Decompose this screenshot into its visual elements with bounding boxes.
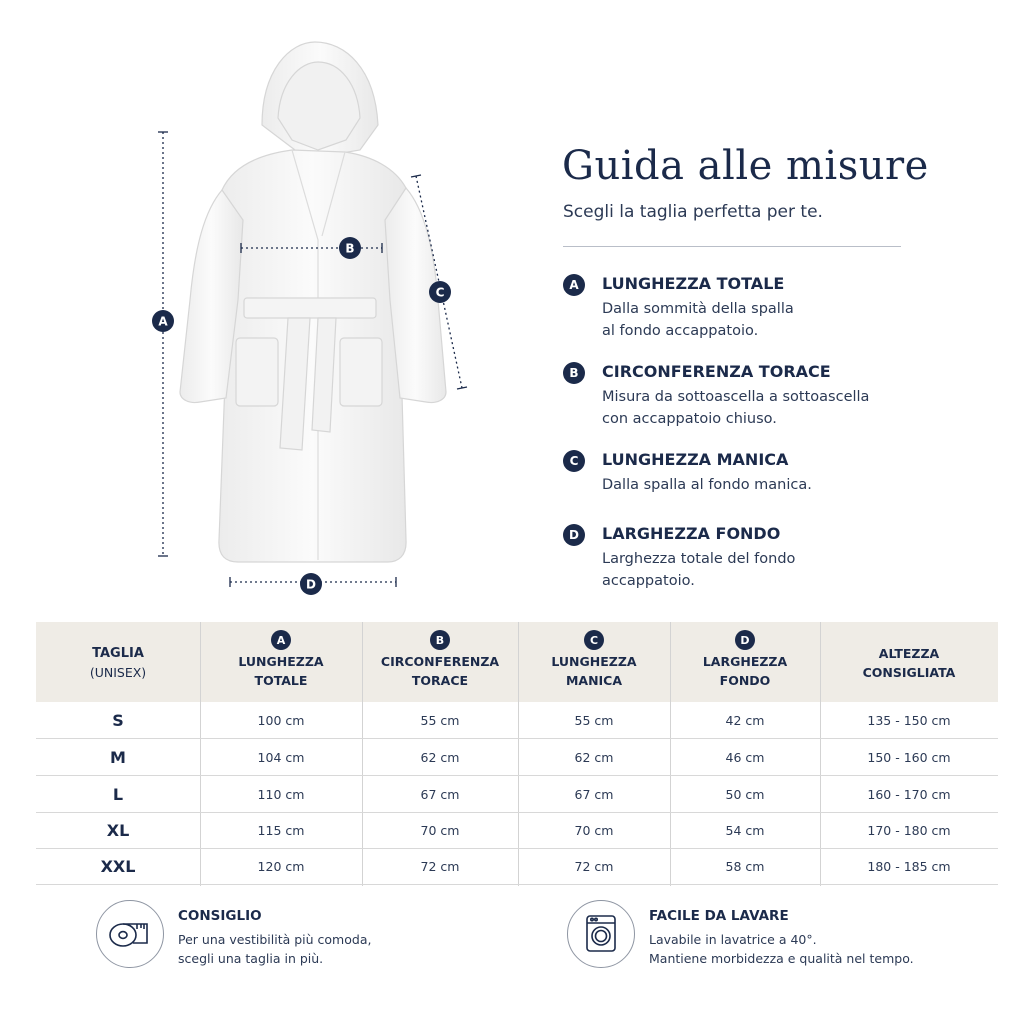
table-row: L 110 cm 67 cm 67 cm 50 cm 160 - 170 cm [36,777,998,813]
header-hem: D LARGHEZZA FONDO [670,622,820,702]
table-header [36,622,998,702]
table-row: S 100 cm 55 cm 55 cm 42 cm 135 - 150 cm [36,703,998,739]
legend-heading: LUNGHEZZA MANICA [602,450,789,469]
badge-c: C [563,450,585,472]
marker-d [300,573,322,595]
badge-c: C [584,630,604,650]
tip-heading: FACILE DA LAVARE [649,908,789,924]
header-chest: B CIRCONFERENZA TORACE [362,622,518,702]
badge-a: A [563,274,585,296]
badge-d: D [563,524,585,546]
measure-line-a [158,132,168,556]
badge-a: A [271,630,291,650]
tip-advice [96,900,476,970]
divider [563,246,901,247]
legend-heading: CIRCONFERENZA TORACE [602,362,831,381]
legend-heading: LUNGHEZZA TOTALE [602,274,785,293]
bathrobe-diagram [0,0,560,610]
svg-text:D: D [306,577,316,592]
table-row: XL 115 cm 70 cm 70 cm 54 cm 170 - 180 cm [36,813,998,849]
header-height: ALTEZZA CONSIGLIATA [862,646,956,680]
table-row: M 104 cm 62 cm 62 cm 46 cm 150 - 160 cm [36,740,998,776]
svg-text:B: B [345,241,355,256]
tip-text: Per una vestibilità più comoda, scegli una taglia in più. [178,932,372,966]
washing-machine-icon [567,900,635,968]
svg-text:A: A [158,314,168,329]
legend-heading: LARGHEZZA FONDO [602,524,781,543]
tip-text: Lavabile in lavatrice a 40°. Mantiene morbidezza e qualità nel tempo. [649,932,914,966]
legend-description: Misura da sottoascella a sottoascella con accappatoio chiuso. [602,389,870,427]
marker-a [152,310,174,332]
page-subtitle: Scegli la taglia perfetta per te. [563,202,823,222]
page-title: Guida alle misure [562,143,929,189]
badge-b: B [430,630,450,650]
header-total-length: A LUNGHEZZA TOTALE [200,622,362,702]
svg-text:C: C [435,285,445,300]
marker-c [429,281,451,303]
bathrobe-icon [180,42,446,562]
tape-measure-icon [96,900,164,968]
legend-description: Dalla spalla al fondo manica. [602,477,812,493]
badge-b: B [563,362,585,384]
badge-d: D [735,630,755,650]
tip-heading: CONSIGLIO [178,908,262,924]
table-row: XXL 120 cm 72 cm 72 cm 58 cm 180 - 185 cm [36,849,998,885]
legend-description: Dalla sommità della spalla al fondo accappatoio. [602,301,794,339]
header-sleeve: C LUNGHEZZA MANICA [518,622,670,702]
legend-description: Larghezza totale del fondo accappatoio. [602,551,796,589]
tip-washing [567,900,997,970]
header-size: TAGLIA (UNISEX) [89,646,147,680]
marker-b [339,237,361,259]
